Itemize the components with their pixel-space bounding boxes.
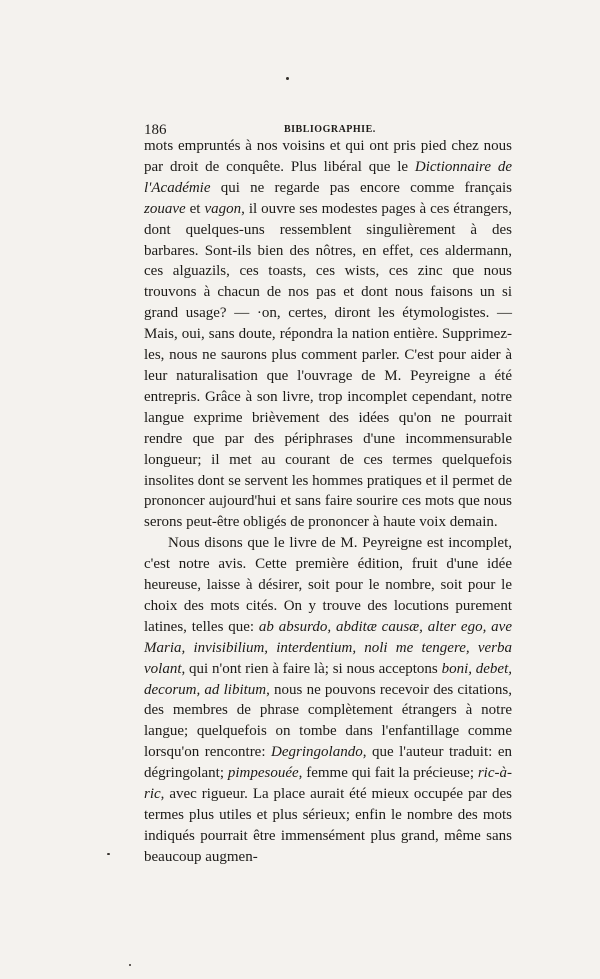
running-title: BIBLIOGRAPHIE. (284, 124, 376, 135)
italic-term: ab absurdo, abditæ causæ, alter ego, ave Maria, invisibilium, interdentium, noli me tengere, verba volant (144, 618, 512, 677)
ink-speck (129, 964, 131, 966)
paragraph-2 (144, 533, 512, 868)
text-run: , nous ne pouvons recevoir des citations, des membres de phrase complètement étrangers à notre langue; quelquefois on tombe dans l'enfantillage comme lorsqu'on rencontre: (144, 681, 512, 761)
italic-term: Dictionnaire de l'Académie (144, 158, 512, 196)
paragraph-1 (144, 136, 512, 533)
text-run: mots empruntés à nos voisins et qui ont pris pied chez nous par droit de conquête. Plus libéral que le (144, 138, 512, 175)
italic-term: pimpesouée (227, 765, 299, 782)
ink-speck (286, 77, 289, 80)
italic-term: Degringolando (271, 744, 363, 761)
text-run: , que l'auteur traduit: en dégringolant; (144, 744, 512, 782)
text-run: , il ouvre ses modestes pages à ces étrangers, dont quelques-uns ressemblent singulièrement à des barbares. Sont-ils bien des nôtres, en effet, ces aldermann, ces alguazils, ces toasts, ces wists, ces zinc que nous trouvons à chacun de nos pas et dont nous faisons un si grand usage? — ·on, certes, diront les étymologistes. — Mais, oui, sans doute, répondra la nation entière. Supprimez-les, nous ne saurons plus comment parler. C'est pour aider à leur naturalisation que l'ouvrage de M. Peyreigne a été entrepris. Grâce à son livre, trop incomplet cependant, notre langue exprime brièvement des idées qu'on ne pourrait rendre que par des périphrases d'une incommensurable longueur; il met au courant de ces termes quelquefois insolites dont se servent les hommes pratiques et il permet de prononcer aujourd'hui et sans faire sourire ces mots que nous serons peut-être obligés de prononcer à haute voix demain. (144, 200, 512, 531)
italic-term: ric-à-ric (144, 765, 512, 803)
ink-speck (107, 853, 110, 855)
text-run: , avec rigueur. La place aurait été mieux occupée par des termes plus utiles et plus sérieux; enfin le nombre des mots indiqués pourrait être immensément plus grand, même sans beaucoup augmen- (144, 786, 512, 865)
text-run: qui ne regarde pas encore comme français (210, 179, 512, 196)
italic-term: boni, debet, decorum, ad libitum (144, 660, 512, 698)
text-run: , femme qui fait la précieuse; (298, 765, 478, 782)
italic-term: vagon (204, 200, 242, 217)
text-run: , qui n'ont rien à faire là; si nous acceptons (181, 660, 442, 677)
italic-term: zouave (144, 200, 186, 217)
text-run: Nous disons que le livre de M. Peyreigne est incomplet, c'est notre avis. Cette première édition, fruit d'une idée heureuse, laisse à désirer, soit pour le nombre, soit pour le choix des mots cités. On y trouve des locutions purement latines, telles que: (144, 535, 512, 635)
body-text (144, 136, 512, 868)
text-run: et (185, 200, 205, 217)
page-number: 186 (144, 122, 167, 138)
